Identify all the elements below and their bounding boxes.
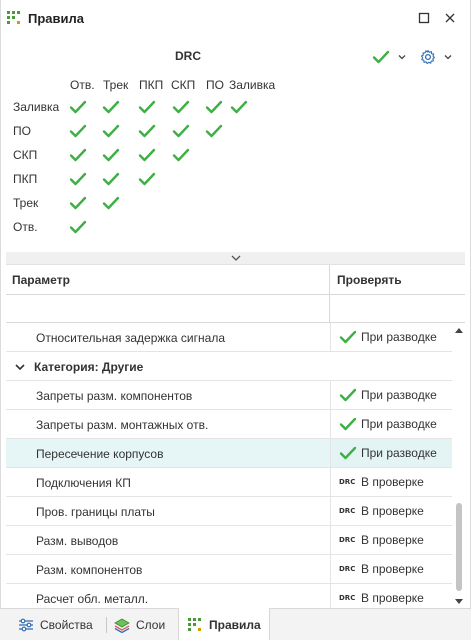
matrix-cell[interactable] <box>230 99 248 117</box>
rule-name: Запреты разм. компонентов <box>36 389 193 403</box>
rule-name: Пров. границы платы <box>36 505 155 519</box>
check-icon <box>102 195 120 211</box>
window-title: Правила <box>28 10 84 26</box>
table-row[interactable] <box>6 468 452 497</box>
matrix-cell[interactable] <box>172 147 190 165</box>
matrix-cell[interactable] <box>102 99 120 117</box>
check-icon <box>205 99 223 115</box>
check-mode-label: В проверке <box>361 591 424 605</box>
check-icon <box>339 329 357 345</box>
matrix-cell[interactable] <box>102 195 120 213</box>
drc-icon <box>339 532 357 548</box>
matrix-cell[interactable] <box>69 123 87 141</box>
check-icon <box>339 445 357 461</box>
check-mode-cell[interactable] <box>330 381 452 409</box>
check-icon <box>138 171 156 187</box>
matrix-cell[interactable] <box>69 99 87 117</box>
gear-icon <box>420 49 436 65</box>
table-row[interactable] <box>6 323 452 352</box>
drc-icon <box>339 503 357 519</box>
check-icon <box>172 123 190 139</box>
scroll-down-icon <box>455 599 463 605</box>
scroll-up-icon <box>455 327 463 333</box>
column-divider[interactable] <box>329 265 330 295</box>
matrix-cell[interactable] <box>138 171 156 189</box>
check-icon <box>230 99 248 115</box>
bottom-tab-bar <box>0 608 471 640</box>
check-icon <box>69 171 87 187</box>
drc-badge: DRC <box>339 507 356 515</box>
rule-name: Разм. выводов <box>36 534 119 548</box>
layers-icon <box>114 617 130 633</box>
chevron-down-icon <box>230 254 242 262</box>
check-icon <box>339 387 357 403</box>
matrix-row-header: ПКП <box>13 172 38 186</box>
check-mode-cell[interactable] <box>330 468 452 496</box>
chevron-down-icon <box>14 361 26 373</box>
matrix-cell[interactable] <box>205 123 223 141</box>
check-mode-label: При разводке <box>361 417 437 431</box>
tab-properties[interactable] <box>18 609 93 640</box>
drc-title: DRC <box>175 49 201 63</box>
check-mode-label: В проверке <box>361 562 424 576</box>
check-mode-label: В проверке <box>361 504 424 518</box>
rule-name: Относительная задержка сигнала <box>36 331 225 345</box>
rule-name: Подключения КП <box>36 476 131 490</box>
tab-layers-label: Слои <box>136 618 166 632</box>
table-row[interactable] <box>6 439 452 468</box>
matrix-row-header: Отв. <box>13 220 38 234</box>
drc-icon <box>339 590 357 606</box>
matrix-row-header: Трек <box>13 196 39 210</box>
check-icon <box>372 49 390 65</box>
table-body <box>6 323 452 608</box>
check-mode-cell[interactable] <box>330 323 452 351</box>
tab-rules[interactable] <box>178 608 270 640</box>
matrix-cell[interactable] <box>69 195 87 213</box>
check-icon <box>102 147 120 163</box>
check-icon <box>102 99 120 115</box>
matrix-cell[interactable] <box>138 99 156 117</box>
tab-separator <box>106 617 107 633</box>
column-divider <box>329 295 330 323</box>
drc-header <box>0 44 471 68</box>
close-button[interactable] <box>442 10 458 26</box>
check-icon <box>102 171 120 187</box>
rule-name: Запреты разм. монтажных отв. <box>36 418 209 432</box>
check-icon <box>69 123 87 139</box>
check-mode-label: В проверке <box>361 475 424 489</box>
check-mode-label: При разводке <box>361 446 437 460</box>
table-header <box>6 265 465 295</box>
drc-settings-dropdown[interactable] <box>420 47 458 67</box>
table-row[interactable] <box>6 555 452 584</box>
table-row[interactable] <box>6 526 452 555</box>
check-icon <box>172 147 190 163</box>
title-bar <box>0 0 471 36</box>
category-label: Категория: Другие <box>34 360 144 374</box>
matrix-column-header: Трек <box>103 78 129 92</box>
check-mode-label: При разводке <box>361 388 437 402</box>
matrix-cell[interactable] <box>102 171 120 189</box>
drc-badge: DRC <box>339 536 356 544</box>
check-icon <box>339 329 357 345</box>
drc-icon <box>339 561 357 577</box>
matrix-cell[interactable] <box>69 171 87 189</box>
matrix-column-header: ПКП <box>139 78 164 92</box>
check-icon <box>138 123 156 139</box>
check-icon <box>138 147 156 163</box>
column-header-param[interactable]: Параметр <box>12 273 70 287</box>
check-mode-cell[interactable] <box>330 526 452 554</box>
check-icon <box>339 416 357 432</box>
vertical-scrollbar[interactable] <box>452 323 465 608</box>
matrix-cell[interactable] <box>69 219 87 237</box>
filter-row <box>6 295 465 323</box>
properties-icon <box>18 617 34 633</box>
check-icon <box>339 387 357 403</box>
check-icon <box>69 147 87 163</box>
matrix-column-header: Отв. <box>70 78 95 92</box>
check-mode-cell[interactable] <box>330 555 452 583</box>
check-mode-label: В проверке <box>361 533 424 547</box>
chevron-down-icon <box>396 51 408 63</box>
matrix-row-header: ПО <box>13 124 31 138</box>
rule-name: Разм. компонентов <box>36 563 143 577</box>
matrix-cell[interactable] <box>138 123 156 141</box>
matrix-column-header: СКП <box>171 78 196 92</box>
drc-icon <box>339 474 357 490</box>
table-row[interactable] <box>6 584 452 608</box>
check-icon <box>69 99 87 115</box>
check-icon <box>69 195 87 211</box>
tab-rules-label: Правила <box>209 617 261 632</box>
check-mode-cell[interactable] <box>330 439 452 467</box>
column-header-check[interactable]: Проверять <box>337 273 402 287</box>
check-icon <box>339 445 357 461</box>
check-icon <box>138 99 156 115</box>
matrix-cell[interactable] <box>69 147 87 165</box>
matrix-cell[interactable] <box>172 123 190 141</box>
drc-check-dropdown[interactable] <box>372 47 410 67</box>
matrix-cell[interactable] <box>172 99 190 117</box>
table-row[interactable] <box>6 497 452 526</box>
matrix-column-header: Заливка <box>229 78 276 92</box>
check-icon <box>69 219 87 235</box>
check-mode-cell[interactable] <box>330 584 452 608</box>
rule-name: Расчет обл. металл. <box>36 592 149 606</box>
tab-layers[interactable] <box>114 609 165 640</box>
check-icon <box>339 416 357 432</box>
check-icon <box>102 123 120 139</box>
table-row[interactable] <box>6 410 452 439</box>
check-icon <box>172 99 190 115</box>
check-mode-label: При разводке <box>361 330 437 344</box>
drc-badge: DRC <box>339 565 356 573</box>
scrollbar-thumb[interactable] <box>456 503 462 591</box>
check-mode-cell[interactable] <box>330 497 452 525</box>
check-icon <box>205 123 223 139</box>
category-row[interactable] <box>6 352 452 381</box>
rule-name: Пересечение корпусов <box>36 447 164 461</box>
matrix-row-header: СКП <box>13 148 38 162</box>
drc-matrix <box>0 74 471 254</box>
matrix-cell[interactable] <box>102 147 120 165</box>
chevron-down-icon <box>442 51 454 63</box>
drc-badge: DRC <box>339 594 356 602</box>
matrix-cell[interactable] <box>102 123 120 141</box>
matrix-row-header: Заливка <box>13 100 60 114</box>
rules-icon <box>6 10 22 26</box>
matrix-column-header: ПО <box>206 78 224 92</box>
rules-table <box>6 264 465 608</box>
matrix-cell[interactable] <box>205 99 223 117</box>
check-mode-cell[interactable] <box>330 410 452 438</box>
rules-icon <box>187 617 203 633</box>
maximize-button[interactable] <box>416 10 432 26</box>
table-row[interactable] <box>6 381 452 410</box>
drc-badge: DRC <box>339 478 356 486</box>
matrix-cell[interactable] <box>138 147 156 165</box>
tab-properties-label: Свойства <box>40 618 93 632</box>
panel-splitter[interactable] <box>6 252 465 264</box>
